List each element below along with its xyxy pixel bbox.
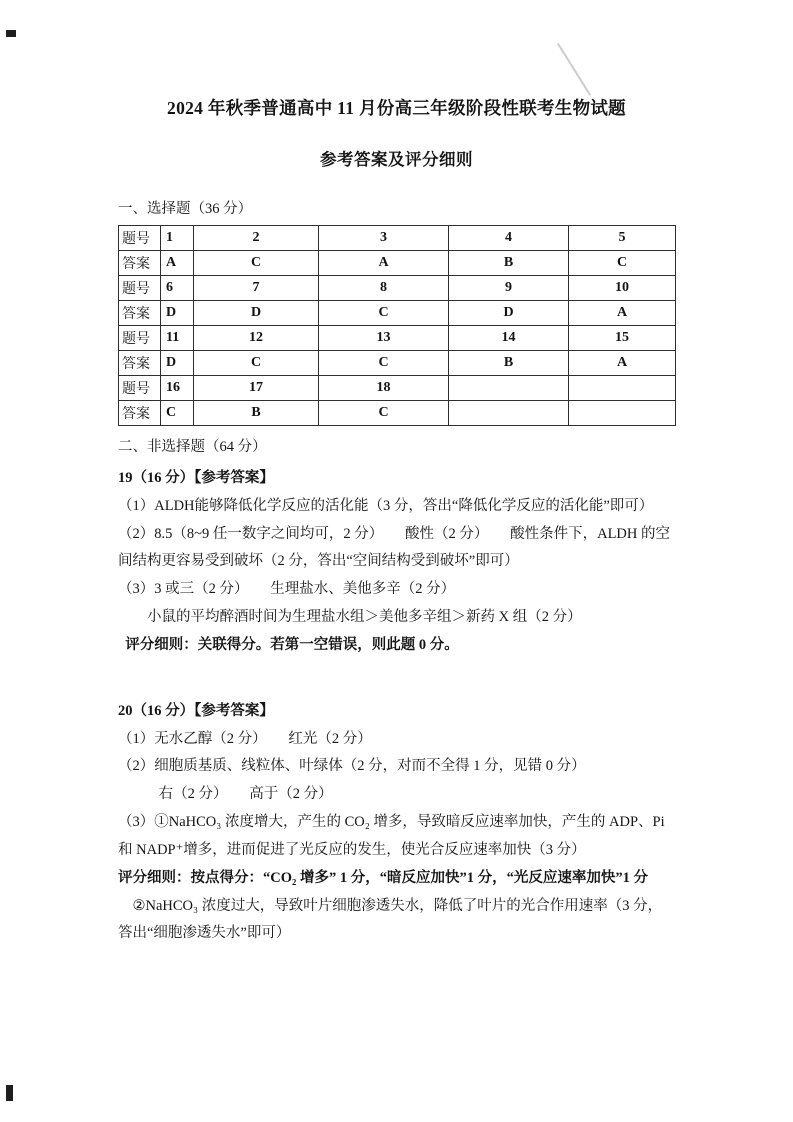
page-subtitle: 参考答案及评分细则: [320, 150, 473, 169]
question-20-block: [118, 698, 675, 948]
answer-table-cell: 6: [161, 276, 194, 301]
answer-table-cell: 2: [194, 226, 319, 251]
answer-table-row: [119, 251, 676, 276]
answer-table-row: [119, 326, 676, 351]
answer-table-row-label: 题号: [119, 376, 161, 401]
answer-table-cell: D: [194, 301, 319, 326]
answer-table-row: [119, 276, 676, 301]
answer-table-cell: D: [449, 301, 569, 326]
answer-table-cell: A: [569, 351, 676, 376]
answer-table-cell: 13: [319, 326, 449, 351]
section-heading-choice: 一、选择题（36 分）: [118, 201, 253, 217]
answer-table-cell: 16: [161, 376, 194, 401]
answer-table-cell: D: [161, 301, 194, 326]
answer-table-cell: 12: [194, 326, 319, 351]
answer-table-cell: 1: [161, 226, 194, 251]
answer-table-body: [119, 226, 676, 426]
answer-table-cell: 8: [319, 276, 449, 301]
answer-table-cell: [449, 401, 569, 426]
scan-artifact-bottom: [6, 1085, 13, 1101]
answer-table-cell: 3: [319, 226, 449, 251]
answer-table: [118, 225, 676, 426]
answer-table-cell: [569, 401, 676, 426]
answer-table-cell: 9: [449, 276, 569, 301]
answer-table-cell: B: [449, 251, 569, 276]
answer-table-cell: 14: [449, 326, 569, 351]
answer-line: ②NaHCO₃ 浓度过大，导致叶片细胞渗透失水，降低了叶片的光合作用速率（3 分，答出“细胞渗透失水”即可）: [118, 897, 663, 942]
answer-table-cell: C: [161, 401, 194, 426]
answer-table-row-label: 答案: [119, 301, 161, 326]
answer-table-cell: C: [194, 351, 319, 376]
answer-table-cell: 17: [194, 376, 319, 401]
answer-line: （1）无水乙醇（2 分） 红光（2 分）: [118, 730, 372, 747]
answer-line: （3）①NaHCO₃ 浓度增大，产生的 CO₂ 增多，导致暗反应速率加快，产生的 ADP、Pi 和 NADP⁺增多，进而促进了光反应的发生，使光合反应速率加快（3 分）: [118, 814, 669, 858]
answer-table-cell: [569, 376, 676, 401]
scoring-rule-20: 评分细则：按点得分：“CO₂ 增多” 1 分，“暗反应加快”1 分，“光反应速率加快”1 分: [118, 869, 648, 886]
answer-table-row-label: 答案: [119, 251, 161, 276]
answer-table-row-label: 题号: [119, 226, 161, 251]
answer-table-cell: A: [161, 251, 194, 276]
answer-table-cell: 7: [194, 276, 319, 301]
answer-table-cell: C: [319, 301, 449, 326]
answer-table-cell: C: [319, 351, 449, 376]
page-title: 2024 年秋季普通高中 11 月份高三年级阶段性联考生物试题: [167, 98, 626, 118]
answer-table-cell: A: [319, 251, 449, 276]
answer-table-cell: 18: [319, 376, 449, 401]
answer-table-cell: D: [161, 351, 194, 376]
answer-table-row-label: 答案: [119, 401, 161, 426]
answer-line: （3）3 或三（2 分） 生理盐水、美他多辛（2 分）: [118, 581, 456, 598]
answer-table-cell: 10: [569, 276, 676, 301]
answer-line: 小鼠的平均醉酒时间为生理盐水组＞美他多辛组＞新药 X 组（2 分）: [147, 609, 582, 626]
answer-table-row: [119, 376, 676, 401]
answer-table-cell: C: [319, 401, 449, 426]
question-20-heading: 20（16 分）【参考答案】: [118, 702, 274, 719]
answer-table-row: [119, 226, 676, 251]
answer-table-cell: 11: [161, 326, 194, 351]
answer-line: 右（2 分） 高于（2 分）: [158, 786, 333, 803]
answer-table-cell: B: [449, 351, 569, 376]
answer-table-row-label: 答案: [119, 351, 161, 376]
answer-line: （2）8.5（8~9 任一数字之间均可，2 分） 酸性（2 分） 酸性条件下，ALDH 的空间结构更容易受到破坏（2 分，答出“空间结构受到破坏”即可）: [118, 525, 670, 570]
answer-table-row-label: 题号: [119, 276, 161, 301]
answer-table-cell: B: [194, 401, 319, 426]
question-19-block: [118, 465, 675, 660]
answer-table-row-label: 题号: [119, 326, 161, 351]
scan-artifact-top: [6, 30, 16, 37]
answer-table-row: [119, 301, 676, 326]
question-19-heading: 19（16 分）【参考答案】: [118, 470, 274, 486]
answer-table-row: [119, 351, 676, 376]
answer-table-cell: 15: [569, 326, 676, 351]
answer-table-cell: 4: [449, 226, 569, 251]
answer-table-cell: C: [569, 251, 676, 276]
answer-line: （1）ALDH能够降低化学反应的活化能（3 分，答出“降低化学反应的活化能”即可）: [118, 497, 654, 514]
answer-table-cell: C: [194, 251, 319, 276]
answer-table-cell: [449, 376, 569, 401]
answer-table-row: [119, 401, 676, 426]
scoring-rule-19: 评分细则：关联得分。若第一空错误，则此题 0 分。: [125, 636, 459, 653]
answer-table-cell: 5: [569, 226, 676, 251]
section-heading-non-choice: 二、非选择题（64 分）: [118, 439, 267, 455]
answer-table-cell: A: [569, 301, 676, 326]
answer-line: （2）细胞质基质、线粒体、叶绿体（2 分，对而不全得 1 分，见错 0 分）: [118, 758, 586, 775]
